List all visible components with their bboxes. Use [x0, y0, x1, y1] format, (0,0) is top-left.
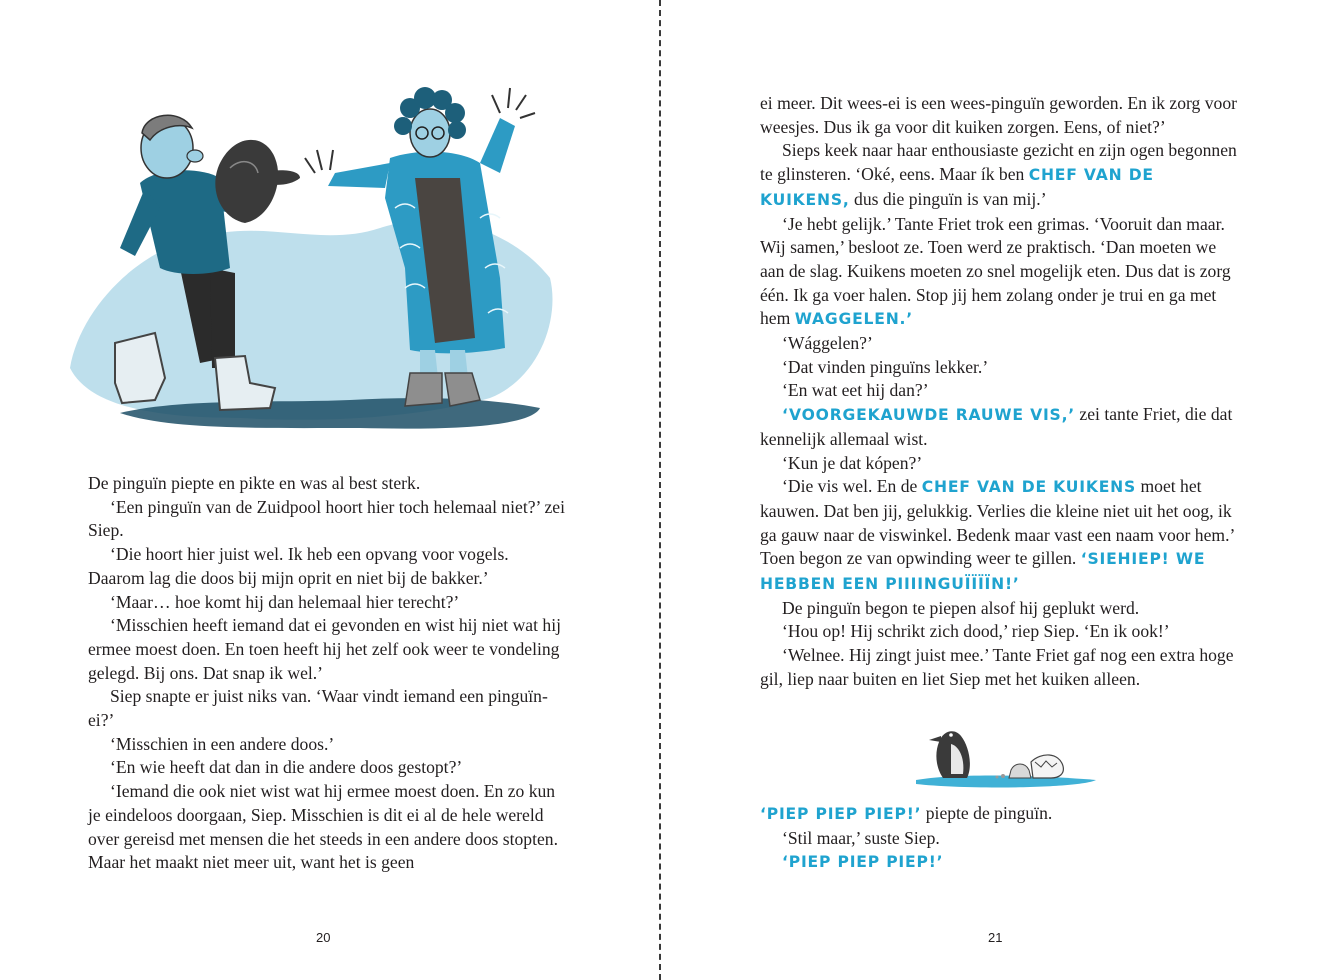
text-run: Siep snapte er juist niks van. ‘Waar vindt iemand een pinguïn-ei?’: [88, 686, 548, 731]
left-page-text: [88, 472, 568, 875]
paragraph: [760, 213, 1240, 333]
paragraph: [88, 543, 568, 590]
paragraph: [760, 827, 1240, 851]
paragraph: [760, 403, 1240, 451]
right-page: [661, 0, 1320, 980]
emphasized-text: ‘VOORGEKAUWDE RAUWE VIS,’: [782, 406, 1076, 425]
text-run: ‘Die hoort hier juist wel. Ik heb een opvang voor vogels. Daarom lag die doos bij mijn oprit en niet bij de bakker.’: [88, 544, 509, 588]
right-page-after-text: [760, 802, 1240, 875]
paragraph: [88, 591, 568, 615]
paragraph: [760, 597, 1240, 621]
paragraph: [760, 802, 1240, 827]
paragraph: [88, 780, 568, 875]
emphasized-text: CHEF VAN DE KUIKENS: [921, 478, 1137, 497]
text-run: ‘Iemand die ook niet wist wat hij ermee moest doen. En zo kun je eindeloos doorgaan, Siep. Misschien is dit ei al de hele wereld over gereisd met mensen die het steeds in een andere doos stopten. Maar het maakt niet meer uit, want het is geen: [88, 781, 558, 873]
text-run: ‘Misschien heeft iemand dat ei gevonden en wist hij niet wat hij ermee moest doen. En toen heeft hij het zelf ook weer te vondeling gelegd. Bij ons. Dat snap ik wel.’: [88, 615, 561, 683]
text-run: ‘Hou op! Hij schrikt zich dood,’ riep Siep. ‘En ik ook!’: [782, 621, 1170, 642]
emphasized-text: ‘PIEP PIEP PIEP!’: [760, 805, 922, 823]
emphasized-text: ‘SIEHIEP! WE HEBBEN EEN PIIIINGUÏÏÏÏN!’: [760, 550, 1206, 594]
paragraph: [760, 475, 1240, 597]
paragraph: [760, 379, 1240, 403]
penguin-and-eggshell-illustration: [911, 722, 1101, 794]
text-run: ‘Kun je dat kópen?’: [782, 452, 923, 473]
emphasized-text: CHEF VAN DE KUIKENS,: [760, 166, 1154, 209]
paragraph: [760, 850, 1240, 875]
text-run: zei tante Friet, die dat kennelijk allemaal wist.: [760, 404, 1233, 449]
paragraph: [760, 452, 1240, 476]
left-page: [0, 0, 659, 980]
paragraph: [760, 356, 1240, 380]
paragraph: [760, 620, 1240, 644]
text-run: Sieps keek naar haar enthousiaste gezicht en zijn ogen begonnen te glinsteren. ‘Oké, eens. Maar ík ben: [760, 140, 1237, 185]
text-run: ‘Dat vinden pinguïns lekker.’: [782, 356, 989, 377]
text-run: De pinguïn begon te piepen alsof hij geplukt werd.: [782, 597, 1140, 618]
right-page-text: [760, 92, 1240, 692]
emphasized-text: ‘PIEP PIEP PIEP!’: [782, 853, 944, 872]
paragraph: [88, 472, 568, 496]
paragraph: [88, 756, 568, 780]
text-run: ‘Welnee. Hij zingt juist mee.’ Tante Friet gaf nog een extra hoge gil, liep naar buiten en liet Siep met het kuiken alleen.: [760, 645, 1234, 689]
paragraph: [88, 614, 568, 685]
paragraph: [88, 685, 568, 732]
text-run: ‘Je hebt gelijk.’ Tante Friet trok een grimas. ‘Vooruit dan maar. Wij samen,’ besloot ze. Toen werd ze praktisch. ‘Dan moeten we aan de slag. Kuikens moeten zo snel mogelijk eten. Dus dat is zorg één. Ik ga voer halen. Stop jij hem zolang onder je trui en ga met hem: [760, 213, 1231, 329]
paragraph: [760, 644, 1240, 691]
text-run: De pinguïn piepte en pikte en was al best sterk.: [88, 473, 421, 493]
page-number-right: 21: [988, 930, 1003, 945]
paragraph: [760, 139, 1240, 212]
text-run: dus die pinguïn is van mij.’: [849, 188, 1047, 209]
text-run: ei meer. Dit wees-ei is een wees-pinguïn geworden. En ik zorg voor weesjes. Dus ik ga voor dit kuiken zorgen. Eens, of niet?’: [760, 93, 1238, 137]
text-run: ‘Die vis wel. En de: [782, 476, 922, 497]
text-run: piepte de pinguïn.: [921, 803, 1053, 823]
text-run: ‘Wággelen?’: [782, 333, 873, 354]
paragraph: [88, 496, 568, 543]
text-run: ‘Stil maar,’ suste Siep.: [782, 827, 940, 848]
emphasized-text: WAGGELEN.’: [794, 310, 914, 329]
paragraph: [88, 733, 568, 757]
paragraph: [760, 92, 1240, 139]
text-run: ‘En wat eet hij dan?’: [782, 380, 929, 401]
text-run: ‘Een pinguïn van de Zuidpool hoort hier toch helemaal niet?’ zei Siep.: [88, 496, 565, 541]
paragraph: [760, 332, 1240, 356]
text-run: ‘Misschien in een andere doos.’: [110, 733, 335, 754]
penguin-chick-figure: [215, 140, 300, 223]
text-run: ‘En wie heeft dat dan in die andere doos gestopt?’: [110, 757, 463, 778]
page-number-left: 20: [316, 930, 331, 945]
text-run: moet het kauwen. Dat ben jij, gelukkig. Verlies die kleine niet uit het oog, ik ga gauw naar de viswinkel. Bedenk maar vast een naam voor hem.’ Toen begon ze van opwinding weer te gillen.: [760, 476, 1235, 569]
siep-and-aunt-illustration: [60, 78, 560, 438]
text-run: ‘Maar… hoe komt hij dan helemaal hier terecht?’: [110, 591, 460, 612]
